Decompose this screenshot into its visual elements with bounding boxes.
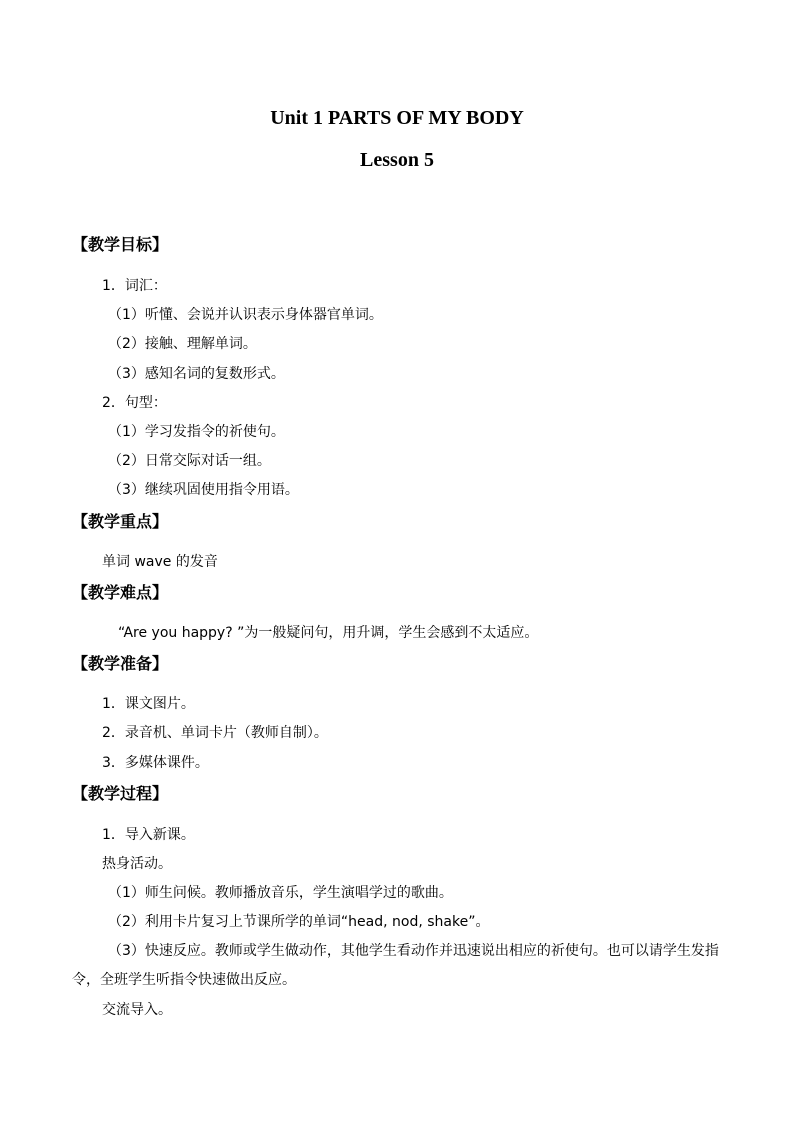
objective-item: （2）接触、理解单词。: [108, 336, 257, 352]
section-heading-objectives: 【教学目标】: [72, 235, 169, 254]
process-item: （1）师生问候。教师播放音乐，学生演唱学过的歌曲。: [108, 885, 453, 901]
objective-item: （1）学习发指令的祈使句。: [108, 424, 285, 440]
process-item: 1．导入新课。: [102, 827, 195, 843]
process-item: 热身活动。: [102, 856, 172, 872]
objective-item: （1）听懂、会说并认识表示身体器官单词。: [108, 307, 383, 323]
objective-item: （3）感知名词的复数形式。: [108, 366, 285, 382]
process-item: 交流导入。: [102, 1002, 172, 1018]
objective-item: （2）日常交际对话一组。: [108, 453, 271, 469]
section-heading-preparation: 【教学准备】: [72, 654, 169, 673]
document-title: Unit 1 PARTS OF MY BODY: [270, 107, 524, 129]
document-subtitle: Lesson 5: [360, 149, 434, 171]
preparation-item: 2．录音机、单词卡片（教师自制）。: [102, 725, 328, 741]
section-heading-difficulties: 【教学难点】: [72, 583, 169, 602]
preparation-item: 1．课文图片。: [102, 696, 195, 712]
difficulties-text: “Are you happy? ”为一般疑问句，用升调，学生会感到不太适应。: [118, 625, 539, 641]
process-item: （2）利用卡片复习上节课所学的单词“head, nod, shake”。: [108, 914, 490, 930]
preparation-item: 3．多媒体课件。: [102, 755, 209, 771]
key-points-text: 单词 wave 的发音: [102, 554, 218, 570]
objective-item: 2．句型：: [102, 395, 167, 411]
objective-item: 1．词汇：: [102, 278, 167, 294]
section-heading-key-points: 【教学重点】: [72, 512, 169, 531]
objective-item: （3）继续巩固使用指令用语。: [108, 482, 299, 498]
section-heading-process: 【教学过程】: [72, 784, 169, 803]
process-paragraph: （3）快速反应。教师或学生做动作，其他学生看动作并迅速说出相应的祈使句。也可以请学生发指令，全班学生听指令快速做出反应。: [72, 943, 719, 988]
